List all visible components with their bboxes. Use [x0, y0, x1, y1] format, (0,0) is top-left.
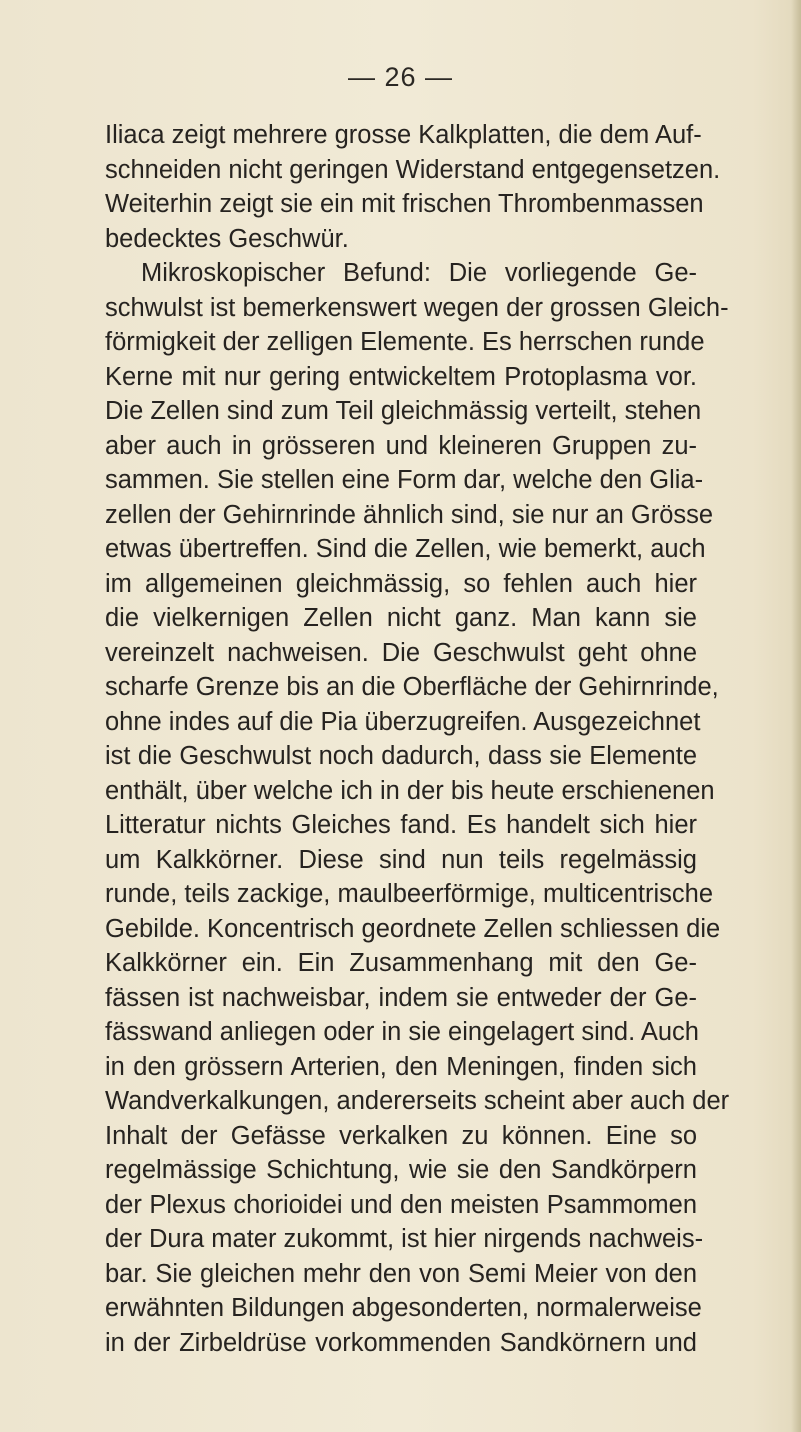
text-line: schneiden nicht geringen Widerstand entgegensetzen. — [105, 156, 721, 184]
text-line: ohne indes auf die Pia überzugreifen. Ausgezeichnet — [105, 708, 701, 736]
text-line: etwas übertreffen. Sind die Zellen, wie bemerkt, auch — [105, 535, 706, 563]
text-line: in der Zirbeldrüse vorkommenden Sandkörnern und — [105, 1329, 697, 1357]
text-line: runde, teils zackige, maulbeerförmige, multicentrische — [105, 880, 714, 908]
text-line: der Dura mater zukommt, ist hier nirgends nachweis- — [105, 1225, 704, 1253]
text-line: aber auch in grösseren und kleineren Gruppen zu- — [105, 432, 697, 460]
text-line: um Kalkkörner. Diese sind nun teils regelmässig — [105, 846, 697, 874]
text-line: Mikroskopischer Befund: Die vorliegende Ge- — [141, 259, 697, 287]
text-line: Inhalt der Gefässe verkalken zu können. Eine so — [105, 1122, 697, 1150]
text-line: Kalkkörner ein. Ein Zusammenhang mit den Ge- — [105, 949, 697, 977]
text-line: Wandverkalkungen, andererseits scheint aber auch der — [105, 1087, 730, 1115]
text-line: Gebilde. Koncentrisch geordnete Zellen schliessen die — [105, 915, 721, 943]
text-line: Kerne mit nur gering entwickeltem Protoplasma vor. — [105, 363, 697, 391]
text-line: im allgemeinen gleichmässig, so fehlen auch hier — [105, 570, 697, 598]
text-line: bar. Sie gleichen mehr den von Semi Meier von den — [105, 1260, 697, 1288]
text-line: zellen der Gehirnrinde ähnlich sind, sie nur an Grösse — [105, 501, 714, 529]
text-line: bedecktes Geschwür. — [105, 225, 349, 253]
text-line: Iliaca zeigt mehrere grosse Kalkplatten, die dem Auf- — [105, 121, 702, 149]
text-line: der Plexus chorioidei und den meisten Psammomen — [105, 1191, 697, 1219]
text-line: Weiterhin zeigt sie ein mit frischen Thrombenmassen — [105, 190, 704, 218]
text-line: sammen. Sie stellen eine Form dar, welche den Glia- — [105, 466, 704, 494]
text-line: scharfe Grenze bis an die Oberfläche der Gehirnrinde, — [105, 673, 719, 701]
text-line: vereinzelt nachweisen. Die Geschwulst geht ohne — [105, 639, 697, 667]
text-line: ist die Geschwulst noch dadurch, dass sie Elemente — [105, 742, 697, 770]
text-line: Litteratur nichts Gleiches fand. Es handelt sich hier — [105, 811, 697, 839]
text-line: erwähnten Bildungen abgesonderten, normalerweise — [105, 1294, 702, 1322]
text-line: enthält, über welche ich in der bis heute erschienenen — [105, 777, 715, 805]
text-line: Die Zellen sind zum Teil gleichmässig verteilt, stehen — [105, 397, 702, 425]
text-line: fässwand anliegen oder in sie eingelagert sind. Auch — [105, 1018, 699, 1046]
text-line: fässen ist nachweisbar, indem sie entweder der Ge- — [105, 984, 697, 1012]
text-line: förmigkeit der zelligen Elemente. Es herrschen runde — [105, 328, 705, 356]
text-line: in den grössern Arterien, den Meningen, finden sich — [105, 1053, 697, 1081]
text-line: die vielkernigen Zellen nicht ganz. Man kann sie — [105, 604, 697, 632]
text-line: regelmässige Schichtung, wie sie den Sandkörpern — [105, 1156, 697, 1184]
page-number: — 26 — — [347, 62, 454, 92]
text-line: schwulst ist bemerkenswert wegen der grossen Gleich- — [105, 294, 729, 322]
